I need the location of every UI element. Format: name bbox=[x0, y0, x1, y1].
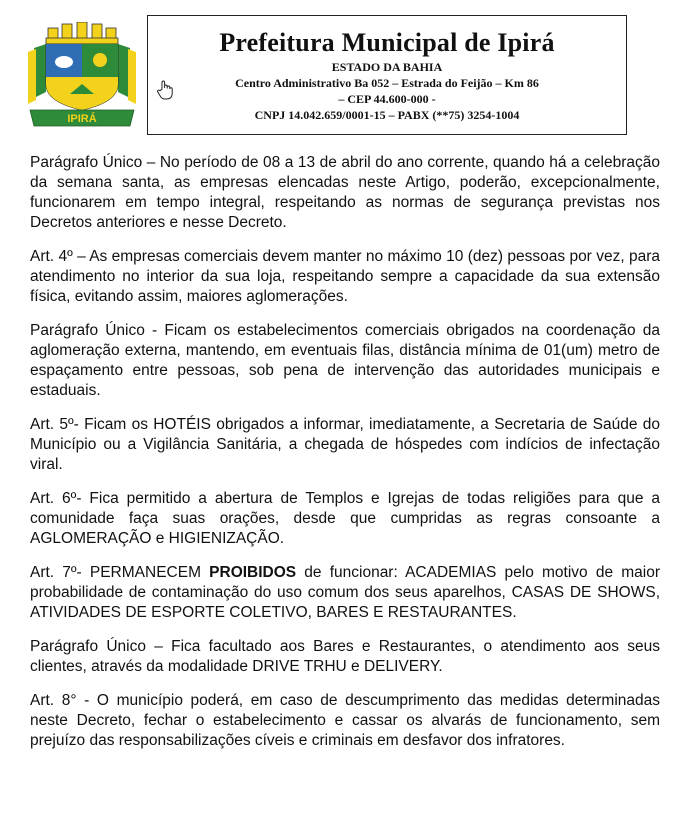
letterhead-cnpj: CNPJ 14.042.659/0001-15 – PABX (**75) 3254-1004 bbox=[254, 108, 520, 122]
article-4: Art. 4º – As empresas comerciais devem manter no máximo 10 (dez) pessoas por vez, para atendimento no interior da sua loja, respeitando sempre a capacidade da sua extensão física, evitando assim, maiores aglomerações. bbox=[30, 248, 660, 305]
letterhead-address: Centro Administrativo Ba 052 – Estrada do Feijão – Km 86 bbox=[235, 76, 539, 90]
article-7-bold: PROIBIDOS bbox=[209, 564, 297, 581]
article-7-before: Art. 7º- PERMANECEM bbox=[30, 564, 210, 581]
article-8: Art. 8° - O município poderá, em caso de descumprimento das medidas determinadas neste Decreto, fechar o estabelecimento e cassar os alvarás de funcionamento, sem prejuízo das responsabilizações cíveis e criminais em desfavor dos infratores. bbox=[30, 692, 660, 749]
letterhead-cep: – CEP 44.600-000 - bbox=[338, 92, 436, 106]
decree-body bbox=[30, 153, 660, 765]
paragraph-unico-bares: Parágrafo Único – Fica facultado aos Bares e Restaurantes, o atendimento aos seus clientes, através da modalidade DRIVE TRHU e DELIVERY. bbox=[30, 638, 660, 675]
article-5: Art. 5º- Ficam os HOTÉIS obrigados a informar, imediatamente, a Secretaria de Saúde do Município ou a Vigilância Sanitária, a chegada de hóspedes com indícios de infectação viral. bbox=[30, 416, 660, 473]
letterhead-state: ESTADO DA BAHIA bbox=[331, 60, 443, 74]
paragraph-unico-aglomeracao: Parágrafo Único - Ficam os estabelecimentos comerciais obrigados na coordenação da aglomeração externa, mantendo, em eventuais filas, distância mínima de 01(um) metro de espaçamento entre pessoas, sob pena de intervenção das autoridades municipais e estaduais. bbox=[30, 322, 660, 399]
article-7 bbox=[30, 563, 660, 623]
letterhead-title: Prefeitura Municipal de Ipirá bbox=[219, 28, 555, 57]
svg-text:IPIRÁ: IPIRÁ bbox=[67, 113, 97, 125]
paragraph-unico-semana-santa: Parágrafo Único – No período de 08 a 13 de abril do ano corrente, quando há a celebração da semana santa, as empresas elencadas neste Artigo, poderão, excepcionalmente, funcionarem em tempo integral, respeitando as normas de segurança previstas nos Decretos anteriores e nesse Decreto. bbox=[30, 154, 660, 231]
article-7-after: de funcionar: ACADEMIAS pelo motivo de maior probabilidade de contaminação do uso comum dos seus aparelhos, CASAS DE SHOWS, ATIVIDADES DE ESPORTE COLETIVO, BARES E RESTAURANTES. bbox=[30, 564, 660, 621]
letterhead-box bbox=[147, 15, 627, 135]
municipal-coat-of-arms-logo bbox=[26, 22, 138, 130]
hand-pointer-icon bbox=[156, 80, 174, 100]
article-6: Art. 6º- Fica permitido a abertura de Templos e Igrejas de todas religiões para que a comunidade faça suas orações, desde que cumpridas as regras consoante a AGLOMERAÇÃO e HIGIENIZAÇÃO. bbox=[30, 490, 660, 547]
